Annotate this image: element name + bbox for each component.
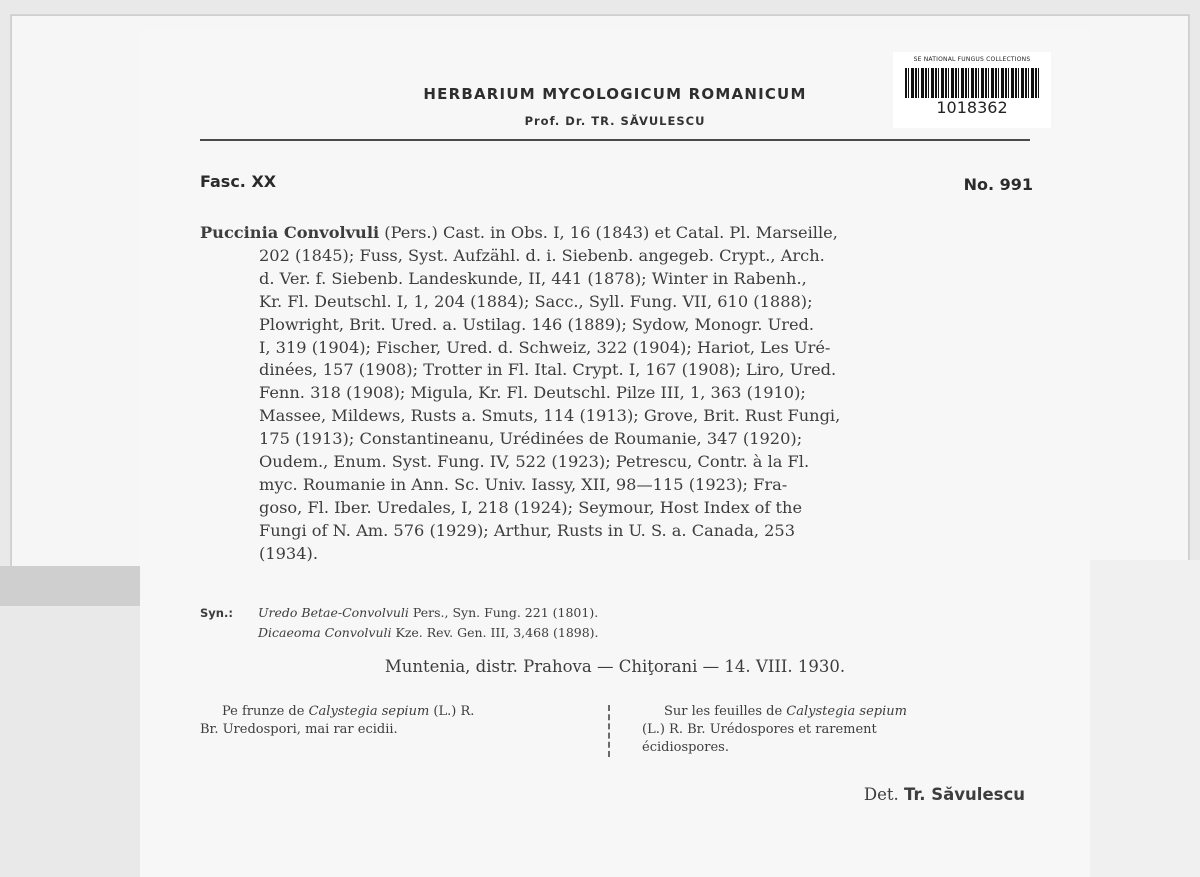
synonym-name: Uredo Betae-Convolvuli xyxy=(258,605,409,620)
note-text: écidiospores. xyxy=(642,740,729,755)
synonyms-block xyxy=(200,603,1030,643)
citation-block xyxy=(200,222,1030,566)
citation-line: Oudem., Enum. Syst. Fung. IV, 522 (1923); Petrescu, Contr. à la Fl. xyxy=(259,452,810,472)
citation-line: goso, Fl. Iber. Uredales, I, 218 (1924); Seymour, Host Index of the xyxy=(259,497,803,517)
barcode-caption: SE NATIONAL FUNGUS COLLECTIONS xyxy=(913,56,1031,63)
synonym-name: Dicaeoma Convolvuli xyxy=(258,625,392,640)
notes-french xyxy=(642,703,1032,757)
citation-line: dinées, 157 (1908); Trotter in Fl. Ital. Crypt. I, 167 (1908); Liro, Ured. xyxy=(259,360,837,380)
fascicle-label: Fasc. XX xyxy=(200,172,277,191)
citation-line: Plowright, Brit. Ured. a. Ustilag. 146 (1889); Sydow, Monogr. Ured. xyxy=(259,314,815,334)
species-name: Puccinia Convolvuli xyxy=(200,223,380,242)
citation-line: d. Ver. f. Siebenb. Landeskunde, II, 441 (1878); Winter in Rabenh., xyxy=(259,268,807,288)
citation-line: Massee, Mildews, Rusts a. Smuts, 114 (1913); Grove, Brit. Rust Fungi, xyxy=(259,406,841,426)
synonym-reference: Pers., Syn. Fung. 221 (1801). xyxy=(408,605,599,620)
citation-line: (1934). xyxy=(259,543,318,563)
barcode-number: 1018362 xyxy=(936,98,1008,117)
note-text: Pe frunze de xyxy=(222,704,309,719)
note-text: (L.) R. Br. Urédospores et rarement xyxy=(642,722,877,737)
sheet-right-edge xyxy=(1090,560,1200,877)
host-name: Calystegia sepium xyxy=(308,704,430,719)
citation-line: Kr. Fl. Deutschl. I, 1, 204 (1884); Sacc., Syll. Fung. VII, 610 (1888); xyxy=(259,291,813,311)
citation-line: 175 (1913); Constantineanu, Urédinées de Roumanie, 347 (1920); xyxy=(259,429,803,449)
herbarium-subtitle: Prof. Dr. TR. SĂVULESCU xyxy=(524,114,706,128)
determination-prefix: Det. xyxy=(863,785,905,804)
note-text: Br. Uredospori, mai rar ecidii. xyxy=(200,722,398,737)
determiner-name: Tr. Săvulescu xyxy=(904,785,1025,804)
citation-line: myc. Roumanie in Ann. Sc. Univ. Iassy, XII, 98—115 (1923); Fra- xyxy=(259,474,788,494)
citation-line: Fenn. 318 (1908); Migula, Kr. Fl. Deutschl. Pilze III, 1, 363 (1910); xyxy=(259,383,806,403)
column-divider xyxy=(608,705,610,757)
citation-line: I, 319 (1904); Fischer, Ured. d. Schweiz, 322 (1904); Hariot, Les Uré- xyxy=(259,337,831,357)
citation-line: Fungi of N. Am. 576 (1929); Arthur, Rusts in U. S. a. Canada, 253 xyxy=(259,520,796,540)
note-text: (L.) R. xyxy=(429,704,475,719)
notes-romanian xyxy=(200,703,595,739)
citation-line: 202 (1845); Fuss, Syst. Aufzähl. d. i. Siebenb. angegeb. Crypt., Arch. xyxy=(259,245,825,265)
host-name: Calystegia sepium xyxy=(786,704,907,719)
citation-line xyxy=(200,222,1030,245)
herbarium-title: HERBARIUM MYCOLOGICUM ROMANICUM xyxy=(423,85,807,103)
determination xyxy=(864,785,1025,804)
citation-first-line: (Pers.) Cast. in Obs. I, 16 (1843) et Catal. Pl. Marseille, xyxy=(379,223,838,242)
synonyms-label: Syn.: xyxy=(200,606,233,620)
note-text: Sur les feuilles de xyxy=(664,704,787,719)
collection-locality: Muntenia, distr. Prahova — Chiţorani — 14. VIII. 1930. xyxy=(384,657,846,676)
sheet-shadow-strip xyxy=(0,566,160,606)
specimen-number: No. 991 xyxy=(963,175,1033,194)
header-rule xyxy=(200,139,1030,141)
synonym-reference: Kze. Rev. Gen. III, 3,468 (1898). xyxy=(391,625,599,640)
